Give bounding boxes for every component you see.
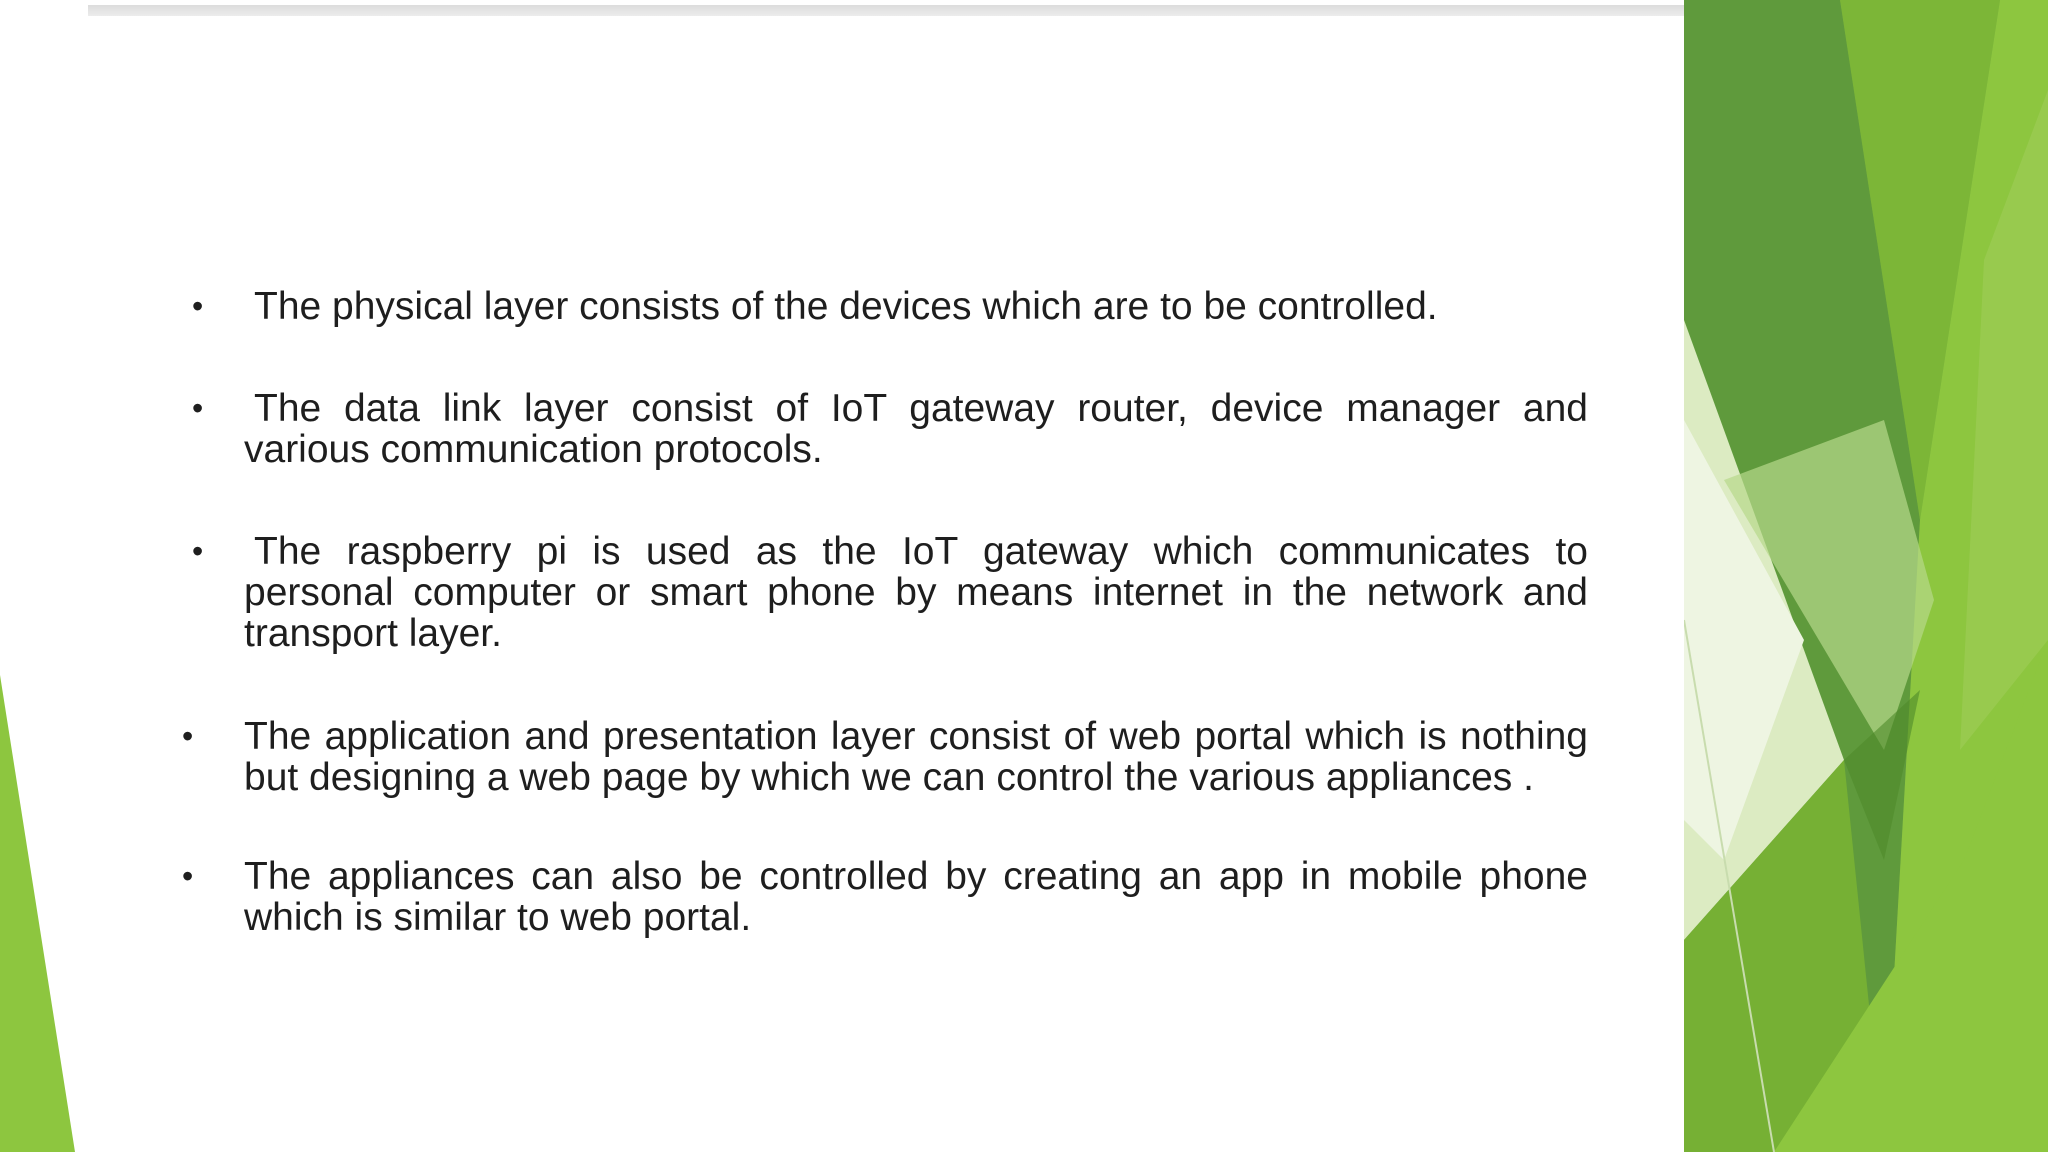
bullet-dot: • [182,718,194,754]
bullet-dot: • [192,533,204,569]
left-green-triangle [0,675,75,1152]
bullet-text: The application and presentation layer consist of web portal which is nothing but designing a web page by which we can control the various appliances . [244,715,1588,799]
bullet-item-physical-layer [180,286,1588,327]
bullet-dot: • [192,390,204,426]
bullet-item-application-layer [180,716,1588,798]
bullet-list [180,286,1588,994]
bullet-text: The raspberry pi is used as the IoT gateway which communicates to personal computer or smart phone by means internet in the network and transport layer. [244,530,1588,655]
bullet-item-mobile-app [180,856,1588,938]
left-green-accent-shape [0,0,80,1152]
bullet-text: The data link layer consist of IoT gateway router, device manager and various communication protocols. [244,387,1588,471]
right-green-decoration [1684,0,2048,1152]
bullet-item-data-link-layer [180,388,1588,470]
bullet-text: The physical layer consists of the devices which are to be controlled. [254,285,1438,328]
bullet-dot: • [192,288,204,324]
top-divider-line [88,5,1684,16]
bullet-item-raspberry-pi [180,531,1588,654]
bullet-dot: • [182,858,194,894]
bullet-text: The appliances can also be controlled by creating an app in mobile phone which is similar to web portal. [244,855,1588,939]
